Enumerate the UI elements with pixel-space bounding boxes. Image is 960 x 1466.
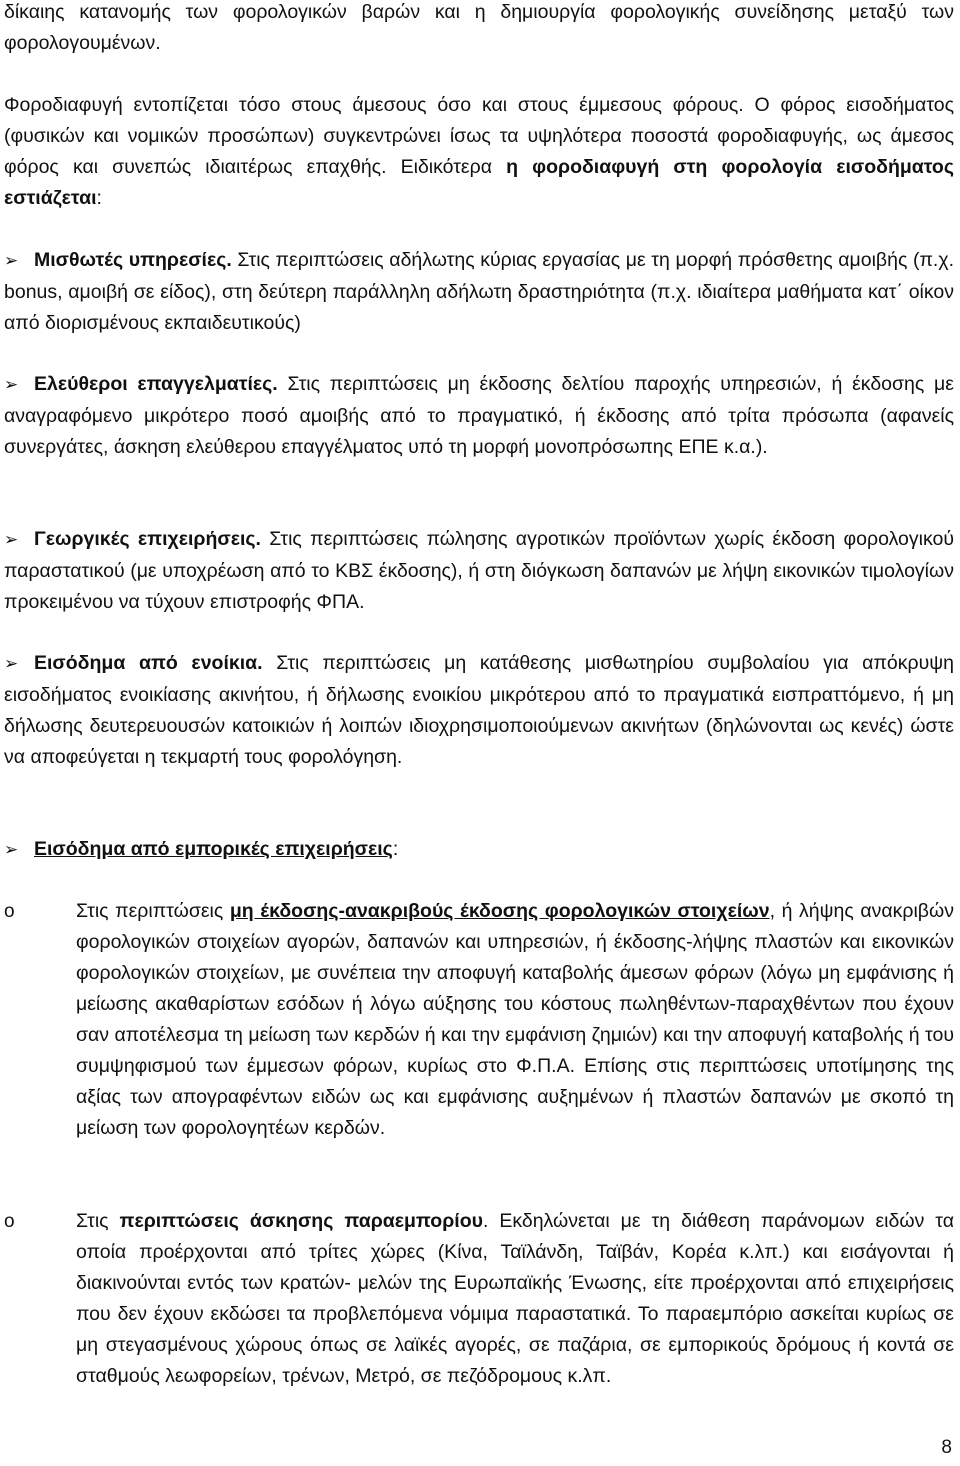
bullet-commercial [4,834,954,866]
bullet-text: Στις περιπτώσεις μη κατάθεσης μισθωτηρίου συμβολαίου για απόκρυψη εισοδήματος ενοικίασης ακινήτου, ή δήλωσης ενοικίου μικρότερου από το πραγματικά εισπραττόμενο, ή μη δήλωσης δευτερευουσών κατοικιών ή λοιπών ιδιοχρησιμοποιούμενων ακινήτων (δηλώνονται ως κενές) ώστε να αποφεύγεται η τεκμαρτή τους φορολόγηση. [4,652,954,768]
paragraph-bold-text: η φοροδιαφυγή στη φορολογία εισοδήματος εστιάζεται [4,156,954,209]
paragraph-text: Φοροδιαφυγή εντοπίζεται τόσο στους άμεσους όσο και στους έμμεσους φόρους. Ο φόρος εισοδήματος (φυσικών και νομικών προσώπων) συγκεντρώνει ίσως τα υψηλότερα ποσοστά φοροδιαφυγής, ως άμεσος φόρος και συνεπώς ιδιαιτέρως επαχθής. Ειδικότερα [4,94,954,178]
sub-item-bold-text: περιπτώσεις άσκησης παραεμπορίου [119,1210,483,1232]
sub-item-text: , ή λήψης ανακριβών φορολογικών στοιχείων αγορών, δαπανών και υπηρεσιών, ή έκδοσης-λήψης πλαστών και εικονικών φορολογικών στοιχείων, με συνέπεια την αποφυγή καταβολής άμεσων φόρων (λόγω μη εμφάνισης ή μείωσης ακαθαρίστων εσόδων ή λόγω αύξησης του κόστους πωληθέντων-παραχθέντων που έχουν σαν αποτέλεσμα τη μείωση των κερδών ή και την εμφάνιση ζημιών) και την αποφυγή καταβολής ή του συμψηφισμού των έμμεσων φόρων, κυρίως στο Φ.Π.Α. Επίσης στις περιπτώσεις υποτίμησης της αξίας των απογραφέντων ειδών ως και εμφάνισης αυξημένων ή πλαστών δαπανών με σκοπό τη μείωση των φορολογητέων κερδών. [76,900,954,1139]
bullet-title: Εισόδημα από ενοίκια. [34,652,263,674]
arrow-bullet-icon: ➢ [4,375,19,395]
sub-item-text: . Εκδηλώνεται με τη διάθεση παράνομων ειδών τα οποία προέρχονται από τρίτες χώρες (Κίνα, Ταϊλάνδη, Ταϊβάν, Κορέα κ.λπ.) και εισάγονται ή διακινούνται εντός των κρατών- μελών της Ευρωπαϊκής Ένωσης, είτε προέρχονται από επιχειρήσεις που δεν έχουν εκδώσει τα προβλεπόμενα νόμιμα παραστατικά. Το παραεμπόριο ασκείται κυρίως σε μη στεγασμένους χώρους όπως σε λαϊκές αγορές, σε παζάρια, σε εμπορικούς δρόμους ή κοντά σε σταθμούς λεωφορείων, τρένων, Μετρό, σε πεζόδρομους κ.λπ. [76,1210,954,1387]
circle-bullet-icon: o [4,1211,15,1232]
arrow-bullet-icon: ➢ [4,530,19,550]
sub-item-bold-text: μη έκδοσης-ανακριβούς έκδοσης φορολογικών στοιχείων [229,900,770,922]
bullet-rental [4,648,954,773]
bullet-text: Στις περιπτώσεις μη έκδοσης δελτίου παροχής υπηρεσιών, ή έκδοσης με αναγραφόμενο μικρότερο ποσό αμοιβής από το πραγματικό, ή έκδοσης από τρίτα πρόσωπα (αφανείς συνεργάτες, άσκηση ελεύθερου επαγγέλματος υπό τη μορφή μονοπρόσωπης ΕΠΕ κ.α.). [4,373,954,458]
sub-item-invoices [76,896,954,1144]
sub-item-text: Στις [76,1210,120,1232]
arrow-bullet-icon: ➢ [4,840,19,860]
bullet-text: Στις περιπτώσεις πώλησης αγροτικών προϊόντων χωρίς έκδοση φορολογικού παραστατικού (με υποχρέωση από το ΚΒΣ έκδοσης), ή στη διόγκωση δαπανών με λήψη εικονικών τιμολογίων προκειμένου να τύχουν επιστροφής ΦΠΑ. [4,528,954,613]
bullet-title: Γεωργικές επιχειρήσεις. [34,528,261,550]
page-number: 8 [941,1437,952,1458]
bullet-freelancers [4,369,954,463]
bullet-text: Στις περιπτώσεις αδήλωτης κύριας εργασίας με τη μορφή πρόσθετης αμοιβής (π.χ. bonus, αμοιβή σε είδος), στη δεύτερη παράλληλη αδήλωτη δραστηριότητα (π.χ. ιδιαίτερα μαθήματα κατ΄ οίκον από διορισμένους εκπαιδευτικούς) [4,249,954,334]
bullet-colon: : [392,838,399,860]
arrow-bullet-icon: ➢ [4,654,19,674]
circle-bullet-icon: o [4,901,15,922]
bullet-agricultural [4,524,954,618]
bullet-title: Ελεύθεροι επαγγελματίες. [34,373,278,395]
bullet-title: Μισθωτές υπηρεσίες. [34,249,232,271]
sub-item-illegal-trade [76,1206,954,1392]
arrow-bullet-icon: ➢ [4,251,19,271]
bullet-title: Εισόδημα από εμπορικές επιχειρήσεις [34,838,393,860]
sub-item-text: Στις περιπτώσεις [76,900,230,922]
tax-evasion-paragraph [4,90,954,214]
intro-paragraph [4,0,954,59]
paragraph-colon: : [96,187,102,209]
intro-text: δίκαιης κατανομής των φορολογικών βαρών και η δημιουργία φορολογικής συνείδησης μεταξύ των φορολογουμένων. [4,1,954,54]
bullet-salaried [4,245,954,339]
